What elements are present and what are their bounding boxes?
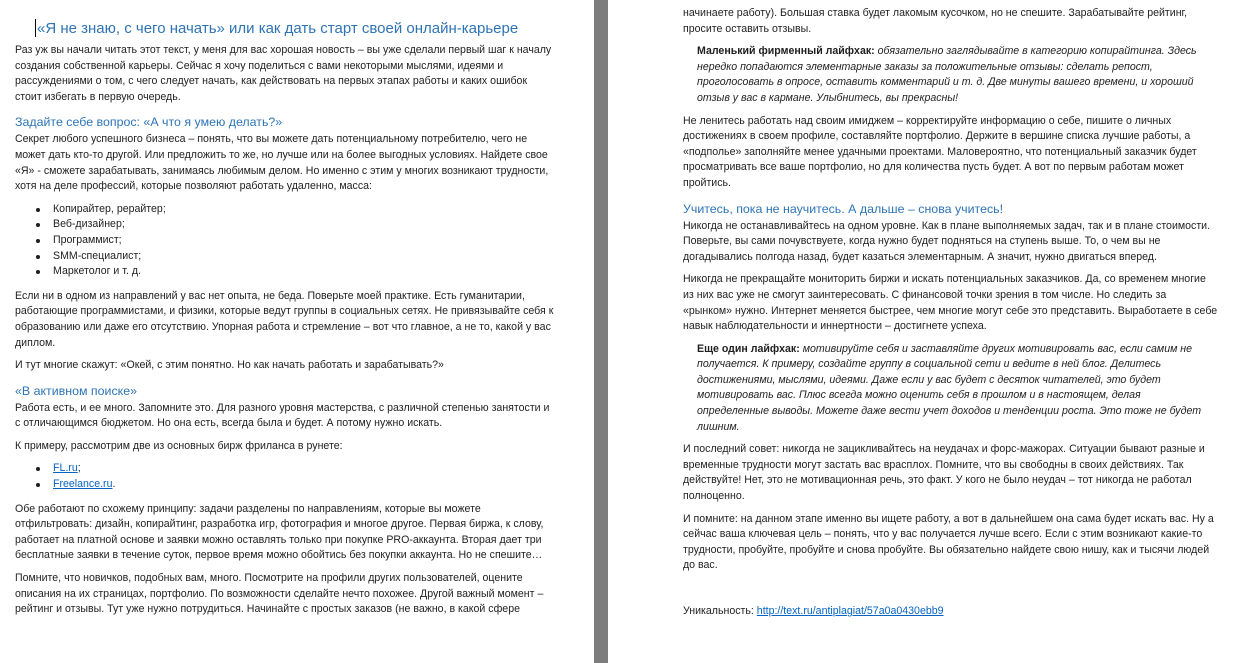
heading-question: Задайте себе вопрос: «А что я умею делать?» [15,115,283,130]
document-page-left[interactable] [0,0,594,663]
paragraph-intro: Раз уж вы начали читать этот текст, у меня для вас хорошая новость – вы уже сделали первый шаг к началу создания собственной карьеры. Сейчас я хочу поделиться с вами некоторыми мыслями, идеями и рассуждениями о том, с чего следует начать, как действовать на первых этапах работы и каких ошибок стоит избегать в первую очередь. [15,44,552,103]
paragraph-many-say: И тут многие скажут: «Окей, с этим понятно. Но как начать работать и зарабатывать?» [15,359,444,372]
list-item [53,461,554,477]
link-freelance-ru[interactable]: Freelance.ru [53,478,113,491]
paragraph-remember: Помните, что новичков, подобных вам, много. Посмотрите на профили других пользователей, оцените описания на их страницах, портфолио. По возможности сделайте нечто похожее. Другой важный момент – рейтинг и отзывы. Тут уже нужно потрудиться. Начинайте с простых заказов (не важно, в какой сфере [15,572,544,616]
tip-text: мотивируйте себя и заставляйте других мотивировать вас, если самим не получается. К примеру, создайте группу в социальной сети и ведите в ней блог. Делитесь достижениями, мыслями, идеями. Даже если у вас будет с десяток читателей, это будет мотивировать вас. Плюс всегда можно оценить себя в прошлом и в настоящем, делая определенные выводы. Можете даже вести учет доходов и тенденции роста. Это тоже не будет лишним. [697,342,1202,433]
exchanges-list [15,461,554,492]
paragraph-continue: начинаете работу). Большая ставка будет лакомым кусочком, но не спешите. Зарабатывайте рейтинг, просите оставить отзывы. [683,7,1188,35]
paragraph-work-exists: Работа есть, и ее много. Запомните это. Для разного уровня мастерства, с различной степенью занятости и с отличающимся бюджетом. Но она есть, всегда была и будет. А потому нужно искать. [15,401,550,430]
paragraph-monitor: Никогда не прекращайте мониторить биржи и искать потенциальных заказчиков. Да, со временем многие из них вас уже не смогут заинтересовать. С финансовой точки зрения в том числе. Но следить за «рынком» нужно. Интернет меняется быстрее, чем многие могут себе это представить. Выработаете в себе навык наблюдательности и иннертности – достигнете успеха. [683,273,1218,333]
uniqueness-link[interactable]: http://text.ru/antiplagiat/57a0a0430ebb9 [756,605,944,617]
paragraph-question: Секрет любого успешного бизнеса – понять, что вы можете дать потенциальному потребителю, чего не может дать кто-то другой. Или предложить то же, но лучше или на более выгодных условиях. Найдете свое «Я» - сможете зарабатывать, занимаясь любимым делом. Но именно с этим у многих возникают трудности, хотя на деле профессий, которые позволяют работать удаленно, масса: [15,133,549,193]
paragraph-image: Не ленитесь работать над своим имиджем – корректируйте информацию о себе, пишите о личных достижениях в своем профиле, составляйте портфолио. Держите в вершине списка лучшие работы, а «подполье» заполняйте менее удачными проектами. Маловероятно, что потенциальный заказчик будет просматривать все ваше портфолио, но для количества пусть будет. А вот по первым работам может пройтись. [683,114,1197,189]
uniqueness-label: Уникальность: [683,605,754,617]
document-title-text: «Я не знаю, с чего начать» или как дать старт своей онлайн-карьере [37,20,519,37]
paragraph-no-experience: Если ни в одном из направлений у вас нет опыта, не беда. Поверьте моей практике. Есть гуманитарии, работающие программистами, и физики, которые ведут группы в социальных сетях. Не привязывайте себя к образованию или даже его отсутствию. Упорная работа и стремление – вот что главное, а не то, какой у вас диплом. [15,289,554,349]
paragraph-example: К примеру, рассмотрим две из основных бирж фриланса в рунете: [15,439,343,452]
heading-learn: Учитесь, пока не научитесь. А дальше – снова учитесь! [683,201,1004,216]
paragraph-last-advice: И последний совет: никогда не зацикливайтесь на неудачах и форс-мажорах. Ситуации бывают разные и временные трудности могут застать вас врасплох. Помните, что вы свободны в своих действиях. Так действуйте! Нет, это не мотивационная речь, это факт. У кого не было неудач – тот никогда не работал полноценно. [683,443,1205,503]
list-item: Веб-дизайнер; [53,217,554,233]
document-page-right[interactable] [608,0,1233,663]
page-gap-divider [594,0,608,663]
list-item: Программист; [53,233,554,249]
list-item [53,477,554,493]
heading-active-search: «В активном поиске» [15,383,137,398]
uniqueness-line [683,604,1218,620]
text-cursor [35,19,36,37]
document-title [37,20,554,38]
paragraph-both-work: Обе работают по схожему принципу: задачи разделены по направлениям, которые вы можете отфильтровать: дизайн, копирайтинг, разработка игр, фотография и многое другое. Первая биржа, к слову, работает на платной основе и заявки можно оставлять только при покупке PRO-аккаунта. Вторая дает три бесплатные заявки в течение суток, первое время можно обойтись без покупки аккаунта. Но не спешите… [15,502,544,562]
list-item: SMM-специалист; [53,249,554,265]
tip-label: Маленький фирменный лайфхак: [697,45,875,58]
tip-text: обязательно заглядывайте в категорию копирайтинга. Здесь нередко попадаются элементарные заказы за положительные отзывы: сделать репост, проголосовать в опросе, оставить комментарий и т. д. Две минуты вашего времени, и хороший отзыв у вас в кармане. Улыбнитесь, вы прекрасны! [697,45,1197,104]
link-fl-ru[interactable]: FL.ru [53,462,78,475]
list-item: Копирайтер, рерайтер; [53,202,554,218]
paragraph-never-stop: Никогда не останавливайтесь на одном уровне. Как в плане выполняемых задач, так и в плане стоимости. Поверьте, вы сами почувствуете, когда нужно будет подняться на ступень выше. То, о чем вы не догадывались полгода назад, будет казаться элементарным. А значит, нужно двигаться вперед. [683,219,1211,263]
tip-label: Еще один лайфхак: [697,342,800,355]
list-item-suffix: ; [77,462,81,475]
paragraph-and-remember: И помните: на данном этапе именно вы ищете работу, а вот в дальнейшем она сама будет искать вас. Ну а сейчас ваша ключевая цель – понять, что у вас получается лучше всего. Если с этим возникают какие-то трудности, пробуйте, пробуйте и снова пробуйте. Вы обязательно найдете свою нишу, как и тысячи людей до вас. [683,512,1214,572]
professions-list [15,202,554,280]
list-item: Маркетолог и т. д. [53,264,554,280]
tip-small-lifehack [697,44,1214,106]
tip-another-lifehack [697,342,1214,436]
list-item-suffix: . [112,478,116,491]
